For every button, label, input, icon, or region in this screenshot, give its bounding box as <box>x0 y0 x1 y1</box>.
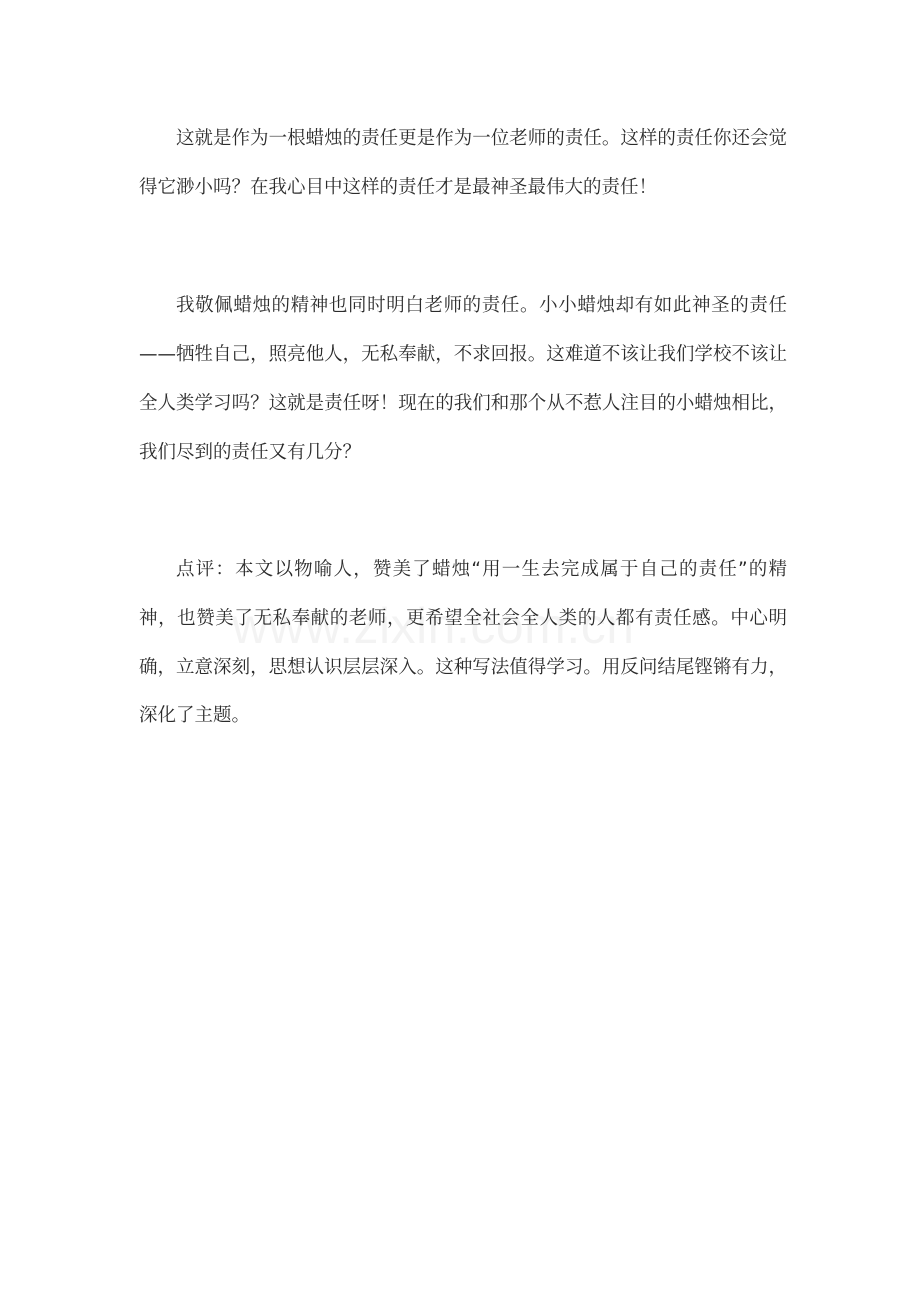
paragraph-admiration: 我敬佩蜡烛的精神也同时明白老师的责任。小小蜡烛却有如此神圣的责任——牺牲自己，照亮他人，无私奉献，不求回报。这难道不该让我们学校不该让全人类学习吗？这就是责任呀！现在的我们和那个从不惹人注目的小蜡烛相比，我们尽到的责任又有几分？ <box>139 295 787 463</box>
paragraph-responsibility: 这就是作为一根蜡烛的责任更是作为一位老师的责任。这样的责任你还会觉得它渺小吗？在我心目中这样的责任才是最神圣最伟大的责任！ <box>139 128 787 198</box>
document-body <box>139 115 787 741</box>
paragraph-commentary: 点评：本文以物喻人，赞美了蜡烛“用一生去完成属于自己的责任”的精神，也赞美了无私奉献的老师，更希望全社会全人类的人都有责任感。中心明确，立意深刻，思想认识层层深入。这种写法值得学习。用反问结尾铿锵有力，深化了主题。 <box>139 559 787 727</box>
